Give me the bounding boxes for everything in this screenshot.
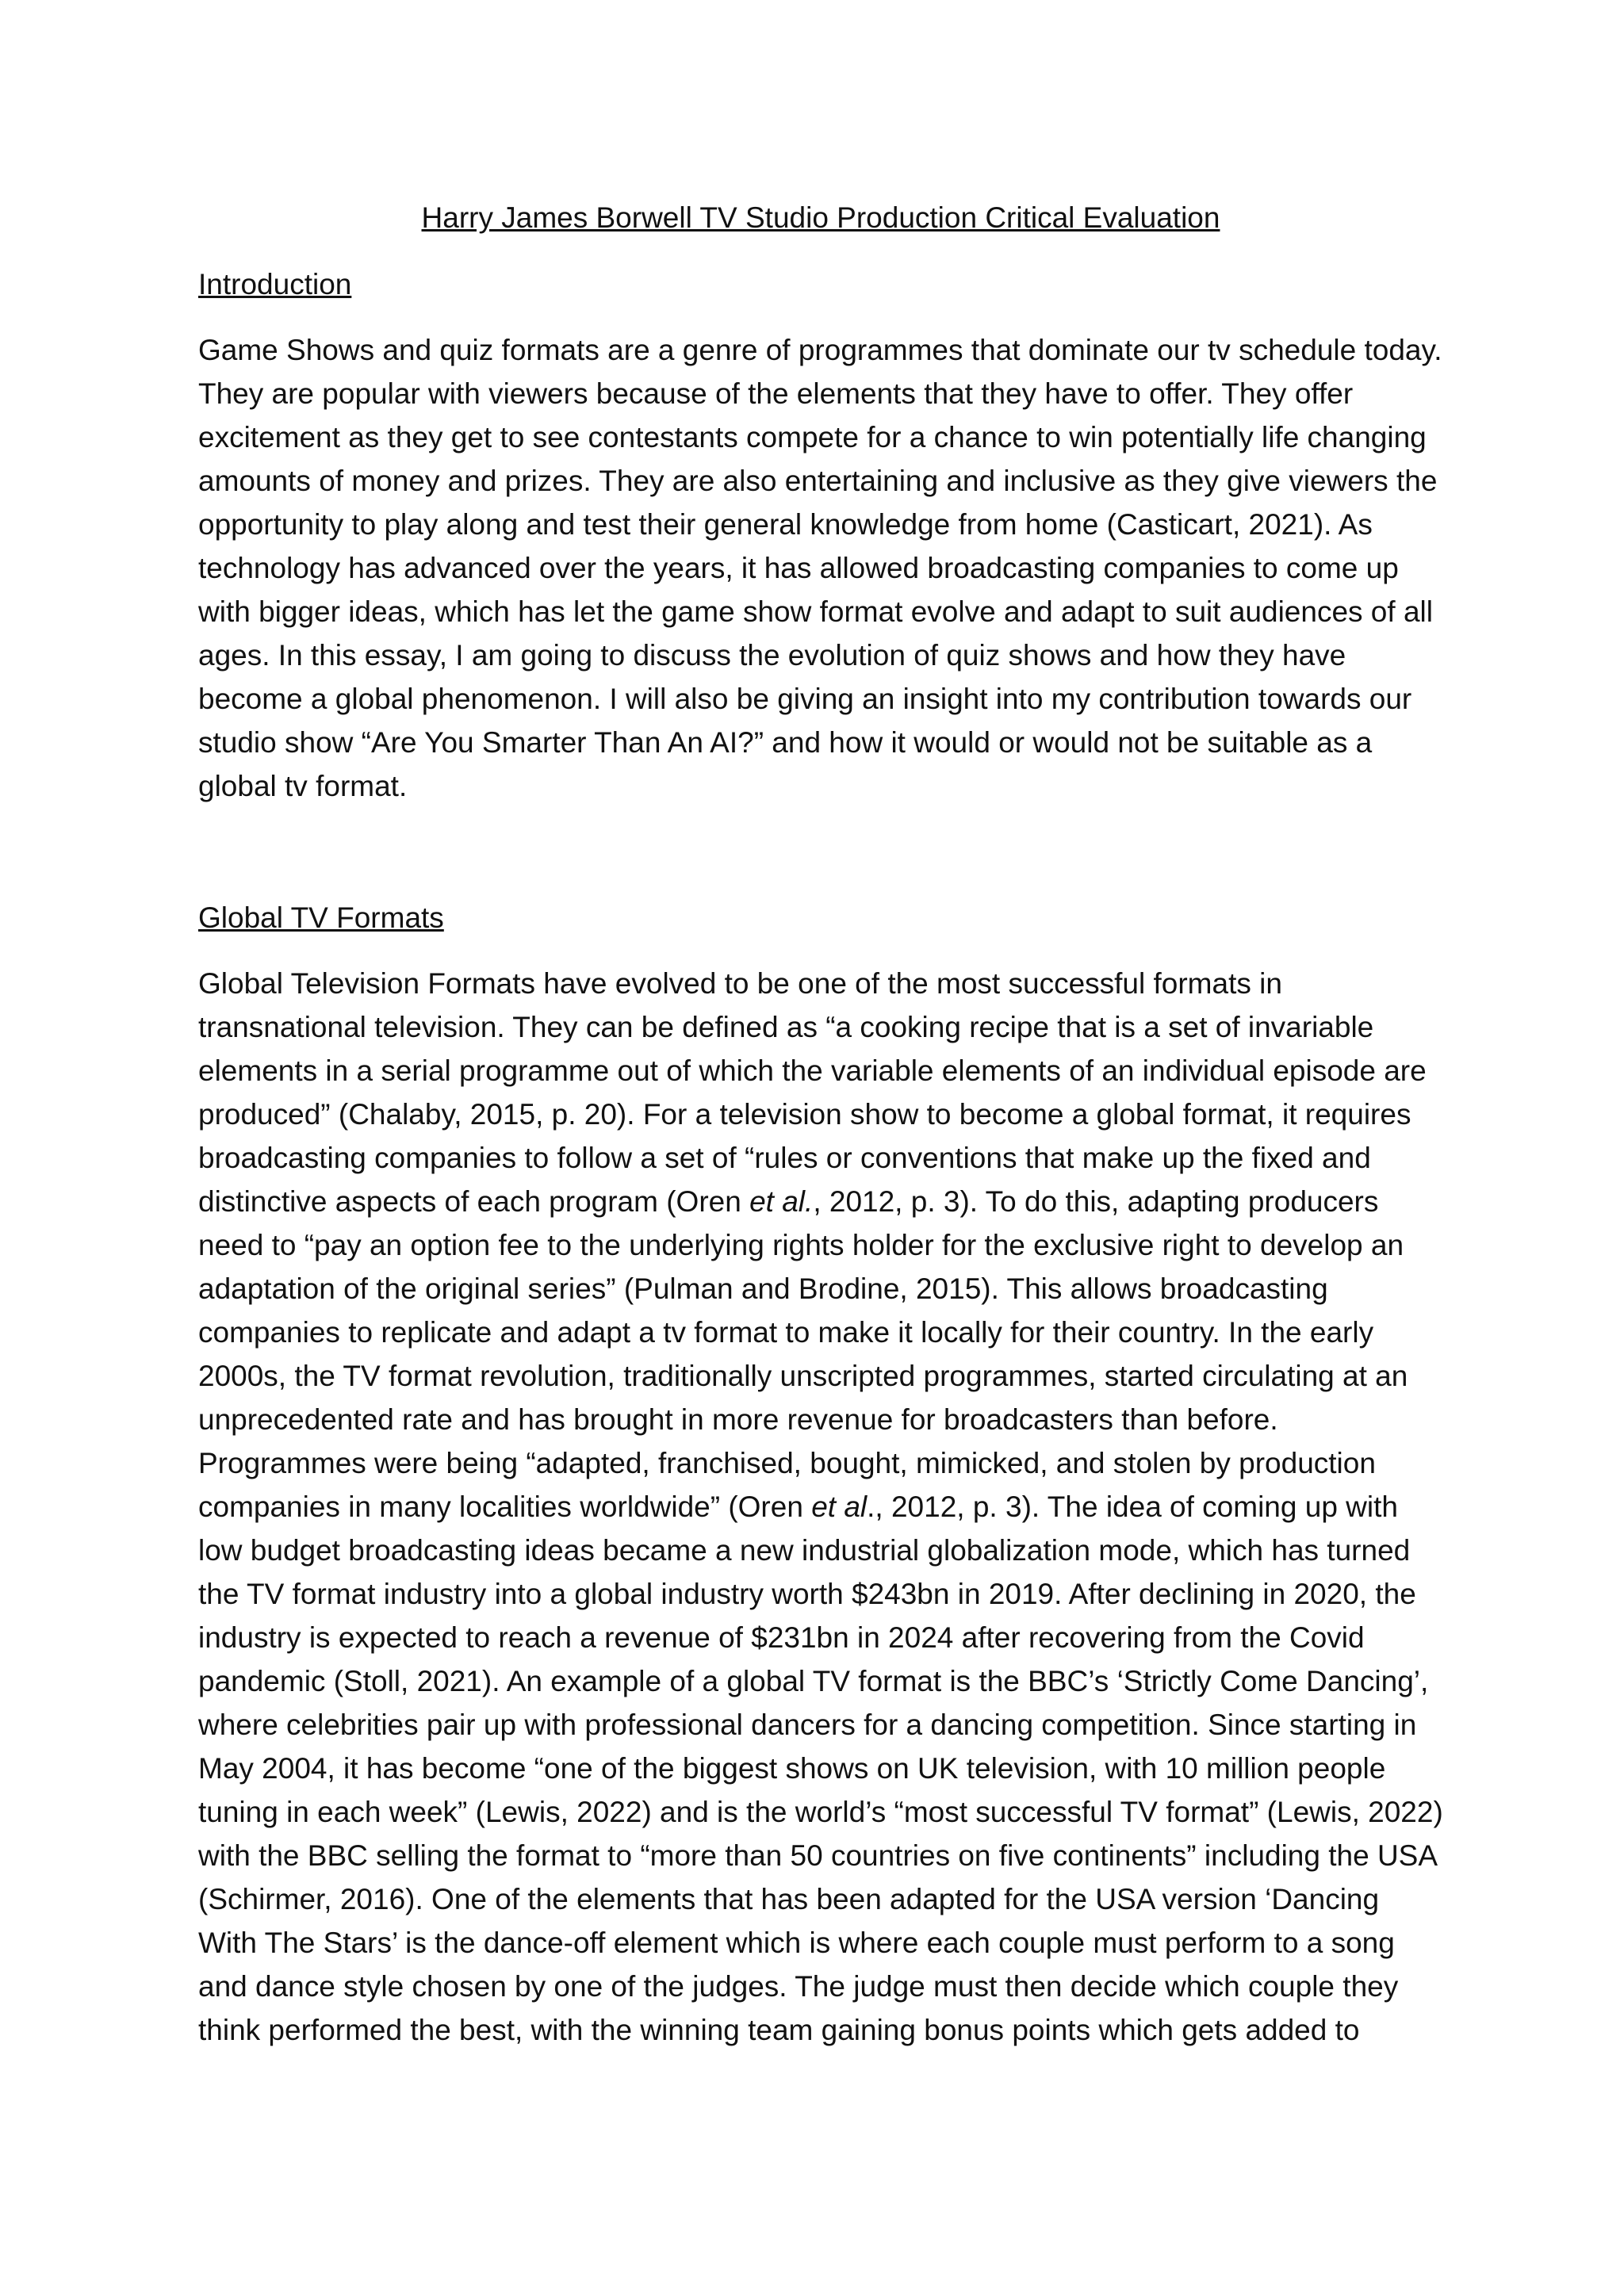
global-tv-formats-paragraph — [198, 962, 1443, 2052]
citation-italic: et al. — [749, 1185, 814, 1218]
paragraph-text-part: , 2012, p. 3). To do this, adapting producers need to “pay an option fee to the underlying rights holder for the exclusive right to develop an adaptation of the original series” (Pulman and Brodine, 2015). This allows broadcasting companies to replicate and adapt a tv format to make it locally for their country. In the early 2000s, the TV format revolution, traditionally unscripted programmes, started circulating at an unprecedented rate and has brought in more revenue for broadcasters than before. Programmes were being “adapted, franchised, bought, mimicked, and stolen by production companies in many localities worldwide” (Oren — [198, 1185, 1408, 1523]
document-title: Harry James Borwell TV Studio Production Critical Evaluation — [421, 201, 1220, 234]
paragraph-text-part: Global Television Formats have evolved to be one of the most successful formats in transnational television. They can be defined as “a cooking recipe that is a set of invariable elements in a serial programme out of which the variable elements of an individual episode are produced” (Chalaby, 2015, p. 20). For a television show to become a global format, it requires broadcasting companies to follow a set of “rules or conventions that make up the fixed and distinctive aspects of each program (Oren — [198, 967, 1427, 1218]
section-heading-global-tv-formats: Global TV Formats — [198, 901, 444, 934]
document-body — [198, 197, 1443, 2052]
section-gap — [198, 808, 1443, 897]
introduction-paragraph: Game Shows and quiz formats are a genre of programmes that dominate our tv schedule today. They are popular with viewers because of the elements that they have to offer. They offer excitement as they get to see contestants compete for a chance to win potentially life changing amounts of money and prizes. They are also entertaining and inclusive as they give viewers the opportunity to play along and test their general knowledge from home (Casticart, 2021). As technology has advanced over the years, it has allowed broadcasting companies to come up with bigger ideas, which has let the game show format evolve and adapt to suit audiences of all ages. In this essay, I am going to discuss the evolution of quiz shows and how they have become a global phenomenon. I will also be giving an insight into my contribution towards our studio show “Are You Smarter Than An AI?” and how it would or would not be suitable as a global tv format. — [198, 334, 1442, 802]
section-heading-introduction: Introduction — [198, 268, 352, 300]
citation-italic: et al — [811, 1490, 868, 1523]
paragraph-text-part: ., 2012, p. 3). The idea of coming up with low budget broadcasting ideas became a new industrial globalization mode, which has turned the TV format industry into a global industry worth $243bn in 2019. After declining in 2020, the industry is expected to reach a revenue of $231bn in 2024 after recovering from the Covid pandemic (Stoll, 2021). An example of a global TV format is the BBC’s ‘Strictly Come Dancing’, where celebrities pair up with professional dancers for a dancing competition. Since starting in May 2004, it has become “one of the biggest shows on UK television, with 10 million people tuning in each week” (Lewis, 2022) and is the world’s “most successful TV format” (Lewis, 2022) with the BBC selling the format to “more than 50 countries on five continents” including the USA (Schirmer, 2016). One of the elements that has been adapted for the USA version ‘Dancing With The Stars’ is the dance-off element which is where each couple must perform to a song and dance style chosen by one of the judges. The judge must then decide which couple they think performed the best, with the winning team gaining bonus points which gets added to — [198, 1490, 1443, 2046]
